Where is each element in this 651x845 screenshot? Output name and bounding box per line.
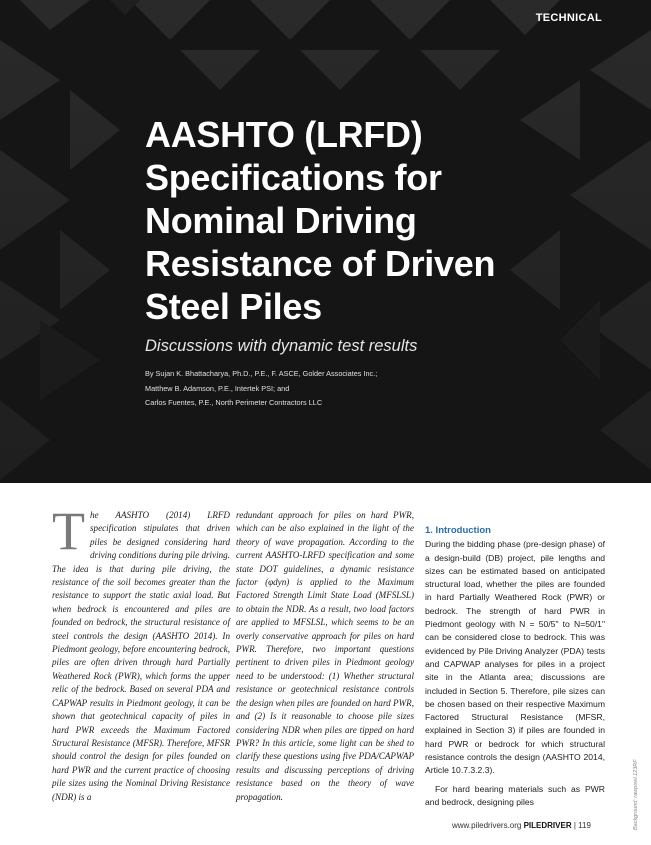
body-paragraph: For hard bearing materials such as PWR and bedrock, designing piles: [425, 783, 605, 807]
drop-cap: T: [52, 501, 85, 561]
author-line: Carlos Fuentes, P.E., North Perimeter Contractors LLC: [145, 398, 323, 407]
page-number: 119: [578, 821, 591, 830]
intro-column-2: [236, 509, 414, 804]
image-credit: [623, 738, 637, 828]
title-line: Specifications for: [145, 157, 442, 198]
footer-magazine-name: PILEDRIVER: [523, 821, 572, 830]
footer-separator: |: [573, 821, 576, 830]
article-subtitle: Discussions with dynamic test results: [145, 337, 418, 355]
footer-url[interactable]: www.piledrivers.org: [452, 821, 522, 830]
intro-paragraph-continued: redundant approach for piles on hard PWR, which can be also explained in the light of the theory of wave propagation. According to the current AASHTO-LRFD specification and some state DOT guidelines, a dynamic resistance factor (φdyn) is applied to the Maximum Factored Strength Limit State Load (MFSLSL) to obtain the NDR. As a result, two load factors are applied to MFSLSL, which seems to be an overly conservative approach for piles on hard PWR. Therefore, two important questions pertinent to driven piles in Piedmont geology need to be understood: (1) Whether structural resistance or geotechnical resistance controls the design when piles are founded on hard PWR, and (2) Is it reasonable to choose pile sizes considering NDR when piles are tipped on hard PWR? In this article, some light can be shed to clarify these questions using five PDA/CAPWAP results and discussing perceptions of driving resistance based on the theory of wave propagation.: [236, 510, 414, 802]
image-credit-text: Background: rawpixel.123RF: [633, 759, 639, 830]
title-line: Resistance of Driven: [145, 243, 496, 284]
intro-paragraph: he AASHTO (2014) LRFD specification stipulates that driven piles be designed considering hard driving conditions during pile driving. The idea is that during pile driving, the resistance of the soil becomes greater than the resistance to support the static axial load. But when bedrock is encountered and piles are founded on bedrock, the structural resistance of steel controls the design (AASHTO 2014). In Piedmont geology, before encountering bedrock, piles are often driven through hard Partially Weathered Rock (PWR), which forms the upper relic of the bedrock. Based on several PDA and CAPWAP results in Piedmont geology, it can be shown that geotechnical capacity of piles in hard PWR exceeds the Maximum Factored Structural Resistance (MFSR). Therefore, MFSR should control the design for piles founded on hard PWR and the current practice of choosing pile sizes using the Nominal Driving Resistance (NDR) is a: [52, 510, 230, 802]
section-heading: 1. Introduction: [425, 525, 491, 536]
body-paragraph: During the bidding phase (pre-design phase) of a design-build (DB) project, pile lengths and sizes can be estimated based on anticipated structural load, whether the piles are founded in hard Partially Weathered Rock (PWR) or bedrock. The strength of hard PWR in Piedmont geology with N = 50/5" to N=50/1" can be considered close to bedrock. This was evidenced by Pile Driving Analyzer (PDA) tests and CAPWAP analyses for piles in a project site in the Atlanta area; discussions are included in Section 5. Therefore, pile sizes can be chosen based on their respective Maximum Factored Structural Resistance (MFSR, explained in Section 3) if piles are founded in hard PWR or bedrock for which structural resistance controls the design (AASHTO 2014, Article 10.7.3.2.3).: [425, 539, 605, 776]
page-footer: [452, 821, 591, 830]
author-line: By Sujan K. Bhattacharya, Ph.D., P.E., F. ASCE, Golder Associates Inc.;: [145, 369, 378, 378]
title-line: AASHTO (LRFD): [145, 114, 423, 155]
section-label: TECHNICAL: [535, 12, 602, 24]
intro-column-1: [52, 501, 230, 804]
author-byline: [145, 367, 377, 411]
title-line: Nominal Driving: [145, 200, 417, 241]
article-title: [145, 113, 625, 328]
body-column-3: [425, 524, 605, 809]
author-line: Matthew B. Adamson, P.E., Intertek PSI; and: [145, 383, 290, 393]
title-line: Steel Piles: [145, 286, 322, 327]
